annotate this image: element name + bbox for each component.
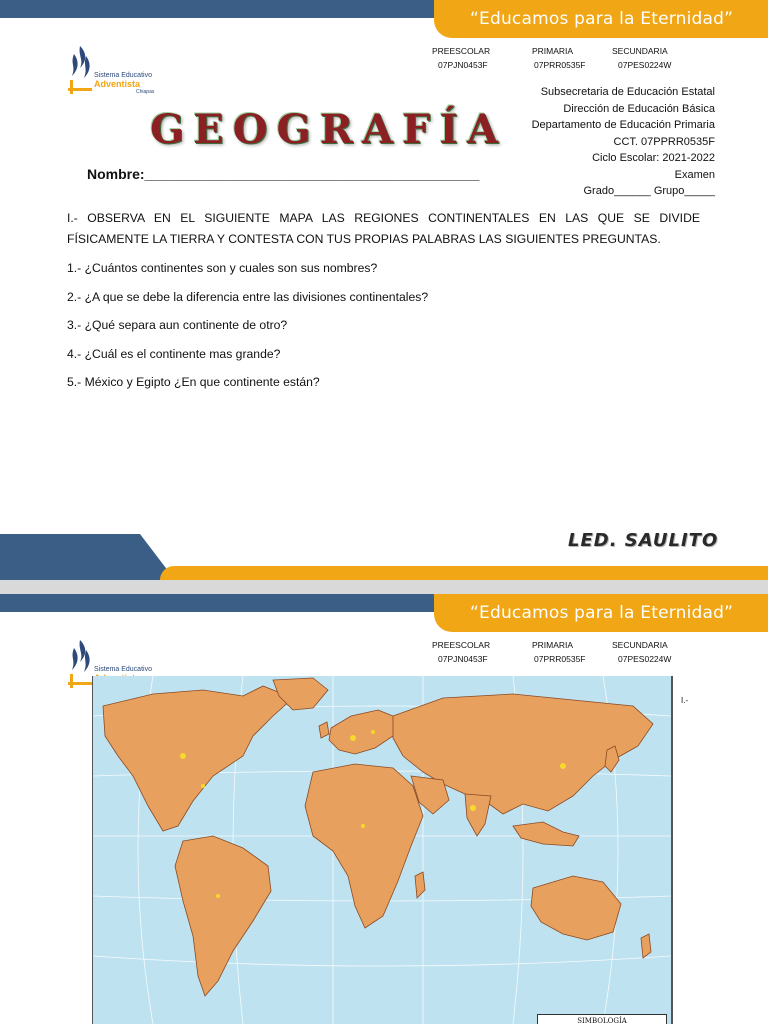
question-item: 2.- ¿A que se debe la diferencia entre las divisiones continentales? — [67, 289, 429, 304]
question-list — [67, 258, 700, 401]
level-preescolar — [432, 44, 490, 72]
map-legend-box: SIMBOLOGÍA — [537, 1014, 667, 1024]
level-secundaria — [612, 638, 671, 666]
level-name: PREESCOLAR — [432, 46, 491, 56]
level-code: 07PJN0453F — [438, 60, 488, 70]
europe-shape — [329, 710, 398, 754]
level-name: PRIMARIA — [532, 640, 574, 650]
header-band — [0, 0, 768, 36]
question-item: 3.- ¿Qué separa aun continente de otro? — [67, 318, 288, 332]
info-line: Ciclo Escolar: 2021-2022 — [592, 152, 715, 164]
india-shape — [465, 794, 491, 836]
level-code: 07PES0224W — [618, 654, 672, 664]
world-map — [92, 676, 673, 1024]
logo-brand: Adventista — [94, 79, 141, 89]
question-item: 4.- ¿Cuál es el continente mas grande? — [67, 346, 281, 361]
level-name: SECUNDARIA — [612, 640, 668, 650]
header-blue-stripe — [0, 0, 450, 18]
question-item: 5.- México y Egipto ¿En que continente están? — [67, 375, 320, 389]
footer-orange-stripe — [160, 566, 768, 580]
level-primaria — [532, 44, 586, 72]
grado-grupo-field[interactable]: Grado______ Grupo_____ — [583, 185, 715, 197]
level-code: 07PRR0535F — [534, 654, 586, 664]
level-secundaria — [612, 44, 671, 72]
level-name: SECUNDARIA — [612, 46, 668, 56]
south-america-shape — [175, 836, 271, 996]
info-line: Dirección de Educación Básica — [563, 102, 715, 115]
north-america-shape — [103, 686, 293, 831]
header-band — [0, 594, 768, 630]
footer-blue-stripe — [0, 534, 170, 580]
australia-shape — [531, 876, 621, 940]
instructions-text: I.- OBSERVA EN EL SIGUIENTE MAPA LAS REGIONES CONTINENTALES EN LAS QUE SE DIVIDE FÍSICAMENTE LA TIERRA Y CONTESTA CON TUS PROPIAS PALABRAS LAS SIGUIENTES PREGUNTAS. — [67, 211, 700, 246]
author-signature: LED. SAULITO — [568, 530, 719, 551]
info-line: Departamento de Educación Primaria — [531, 119, 715, 131]
level-code: 07PRR0535F — [534, 60, 586, 70]
page-title: GEOGRAFÍA — [150, 106, 508, 153]
question-item: 1.- ¿Cuántos continentes son y cuales son sus nombres? — [67, 261, 378, 275]
africa-shape — [305, 764, 423, 928]
level-primaria — [532, 638, 586, 666]
logo-line1: Sistema Educativo — [94, 72, 152, 79]
logo-line1: Sistema Educativo — [94, 666, 152, 673]
header-blue-stripe — [0, 594, 450, 612]
logo-region: Chiapas — [136, 89, 155, 95]
school-logo — [66, 44, 176, 98]
world-map-graphic — [93, 676, 671, 1024]
motto-text: “Educamos para la Eternidad” — [470, 603, 734, 623]
new-zealand-shape — [641, 934, 651, 958]
exam-page-2 — [0, 594, 768, 1024]
side-label: I.- — [681, 696, 689, 705]
info-line: CCT. 07PPRR0535F — [613, 135, 715, 148]
madagascar-shape — [415, 872, 425, 898]
institution-info — [532, 84, 715, 200]
uk-shape — [319, 722, 329, 738]
level-code: 07PES0224W — [618, 60, 672, 70]
level-code: 07PJN0453F — [438, 654, 488, 664]
info-line: Examen — [674, 168, 715, 181]
motto-text: “Educamos para la Eternidad” — [470, 9, 734, 29]
level-name: PREESCOLAR — [432, 640, 491, 650]
map-continents — [103, 678, 653, 996]
logo-text — [94, 72, 154, 96]
info-line: Subsecretaria de Educación Estatal — [540, 86, 715, 98]
level-name: PRIMARIA — [532, 46, 574, 56]
flame-logo-icon — [66, 44, 96, 98]
level-preescolar — [432, 638, 490, 666]
name-field[interactable]: Nombre:___________________________________________ — [87, 166, 480, 182]
